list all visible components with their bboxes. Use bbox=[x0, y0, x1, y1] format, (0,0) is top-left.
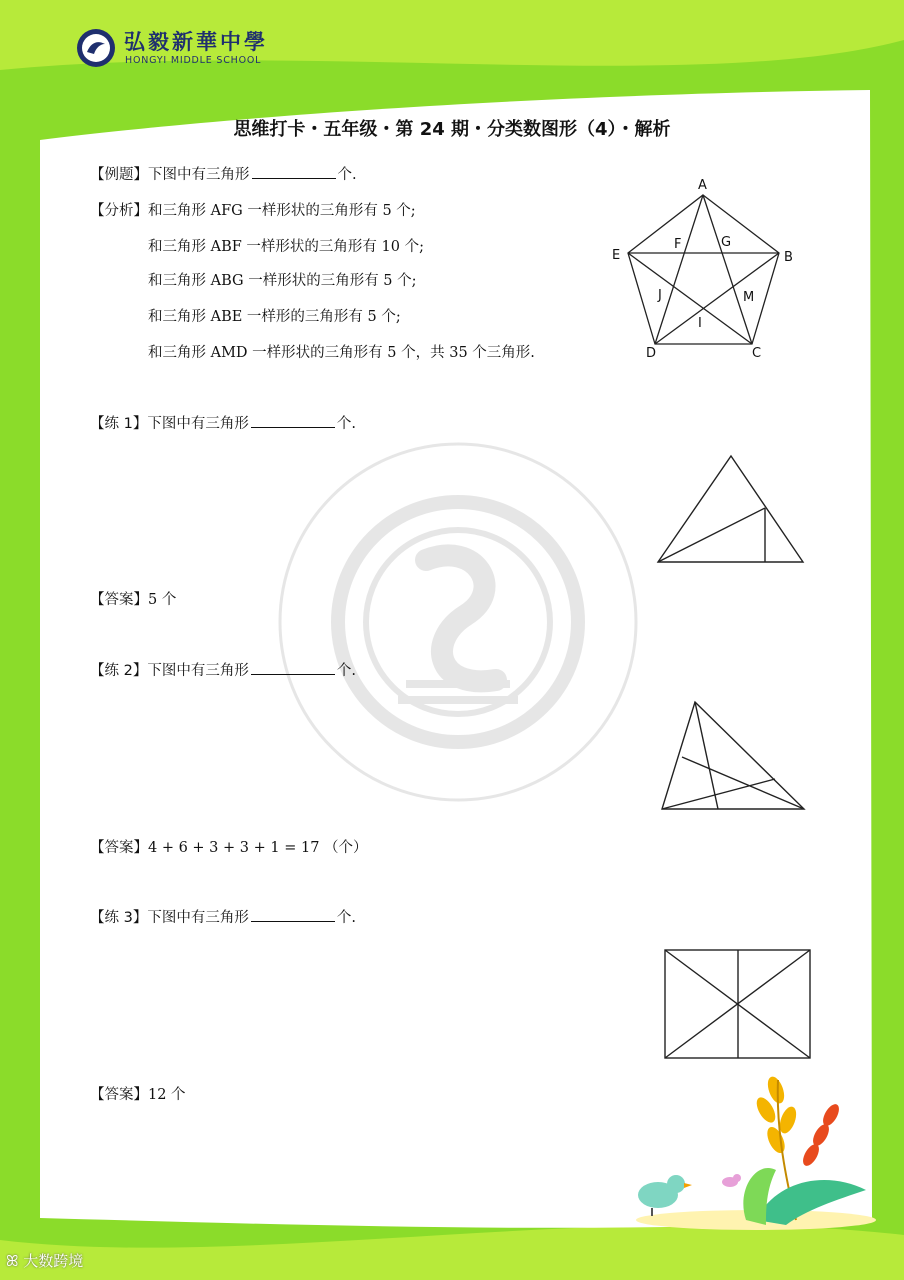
small-bird-icon bbox=[722, 1174, 741, 1187]
school-name-cn: 弘毅新華中學 bbox=[124, 29, 268, 54]
exercise-2-tag: 【练 2】 bbox=[90, 663, 148, 679]
vertex-label-b: B bbox=[784, 250, 793, 265]
exercise-3-question bbox=[90, 908, 356, 928]
footer-logo-icon: ꕤ bbox=[6, 1252, 24, 1270]
footer-brand-text: 大数跨境 bbox=[23, 1252, 84, 1270]
example-question-text: 下图中有三角形 bbox=[148, 167, 250, 183]
analysis-text-2: 和三角形 ABF 一样形状的三角形有 10 个; bbox=[148, 239, 424, 255]
exercise-1-text: 下图中有三角形 bbox=[147, 416, 249, 432]
vertex-label-g: G bbox=[721, 235, 732, 250]
exercise-3-suffix: 个. bbox=[336, 910, 356, 926]
example-question-suffix: 个. bbox=[337, 167, 357, 183]
school-seal-watermark bbox=[276, 440, 640, 804]
analysis-text-4: 和三角形 ABE 一样形的三角形有 5 个; bbox=[148, 309, 401, 325]
analysis-text-3: 和三角形 ABG 一样形状的三角形有 5 个; bbox=[148, 273, 417, 289]
answer-tag: 【答案】 bbox=[90, 592, 148, 608]
vertex-label-m: M bbox=[743, 290, 755, 305]
example-question bbox=[90, 165, 357, 185]
example-tag: 【例题】 bbox=[90, 167, 148, 183]
vertex-label-j: J bbox=[658, 288, 662, 303]
exercise-3-answer bbox=[90, 1085, 186, 1105]
page-title: 思维打卡・五年级・第 24 期・分类数图形（4）・解析 bbox=[233, 119, 671, 140]
analysis-text-1: 和三角形 AFG 一样形状的三角形有 5 个; bbox=[148, 203, 416, 219]
exercise-2-text: 下图中有三角形 bbox=[147, 663, 249, 679]
answer-blank bbox=[251, 414, 335, 428]
school-name-en: HONGYI MIDDLE SCHOOL bbox=[125, 55, 262, 66]
vertex-label-i: I bbox=[698, 316, 702, 331]
exercise-2-answer-text: 4 + 6 + 3 + 3 + 1 = 17 （个） bbox=[148, 840, 368, 856]
exercise-3-tag: 【练 3】 bbox=[90, 910, 148, 926]
school-emblem-icon bbox=[76, 28, 116, 68]
pentagon-star-figure bbox=[604, 170, 804, 365]
exercise-3-text: 下图中有三角形 bbox=[147, 910, 249, 926]
exercise-3-rectangle-figure bbox=[660, 945, 815, 1063]
exercise-2-suffix: 个. bbox=[336, 663, 356, 679]
bird-icon bbox=[638, 1175, 692, 1216]
analysis-text-5: 和三角形 AMD 一样形状的三角形有 5 个，共 35 个三角形. bbox=[148, 345, 535, 361]
analysis-tag: 【分析】 bbox=[90, 203, 148, 219]
answer-blank bbox=[251, 908, 335, 922]
vertex-label-d: D bbox=[646, 346, 657, 361]
exercise-2-triangle-figure bbox=[658, 697, 810, 815]
exercise-2-question bbox=[90, 661, 356, 681]
vertex-label-e: E bbox=[612, 248, 621, 263]
exercise-1-question bbox=[90, 414, 356, 434]
answer-tag: 【答案】 bbox=[90, 1087, 148, 1103]
exercise-1-triangle-figure bbox=[654, 450, 809, 568]
footer-brand bbox=[6, 1250, 83, 1271]
exercise-1-suffix: 个. bbox=[336, 416, 356, 432]
vertex-label-c: C bbox=[752, 346, 762, 361]
vertex-label-a: A bbox=[698, 178, 707, 193]
answer-blank bbox=[252, 165, 336, 179]
answer-blank bbox=[251, 661, 335, 675]
exercise-2-answer bbox=[90, 838, 368, 858]
exercise-1-answer-text: 5 个 bbox=[148, 592, 177, 608]
analysis-line-1 bbox=[90, 201, 416, 221]
vertex-label-f: F bbox=[674, 237, 682, 252]
answer-tag: 【答案】 bbox=[90, 840, 148, 856]
exercise-3-answer-text: 12 个 bbox=[148, 1087, 186, 1103]
decorative-plants-birds bbox=[626, 1070, 876, 1230]
exercise-1-answer bbox=[90, 590, 176, 610]
exercise-1-tag: 【练 1】 bbox=[90, 416, 148, 432]
